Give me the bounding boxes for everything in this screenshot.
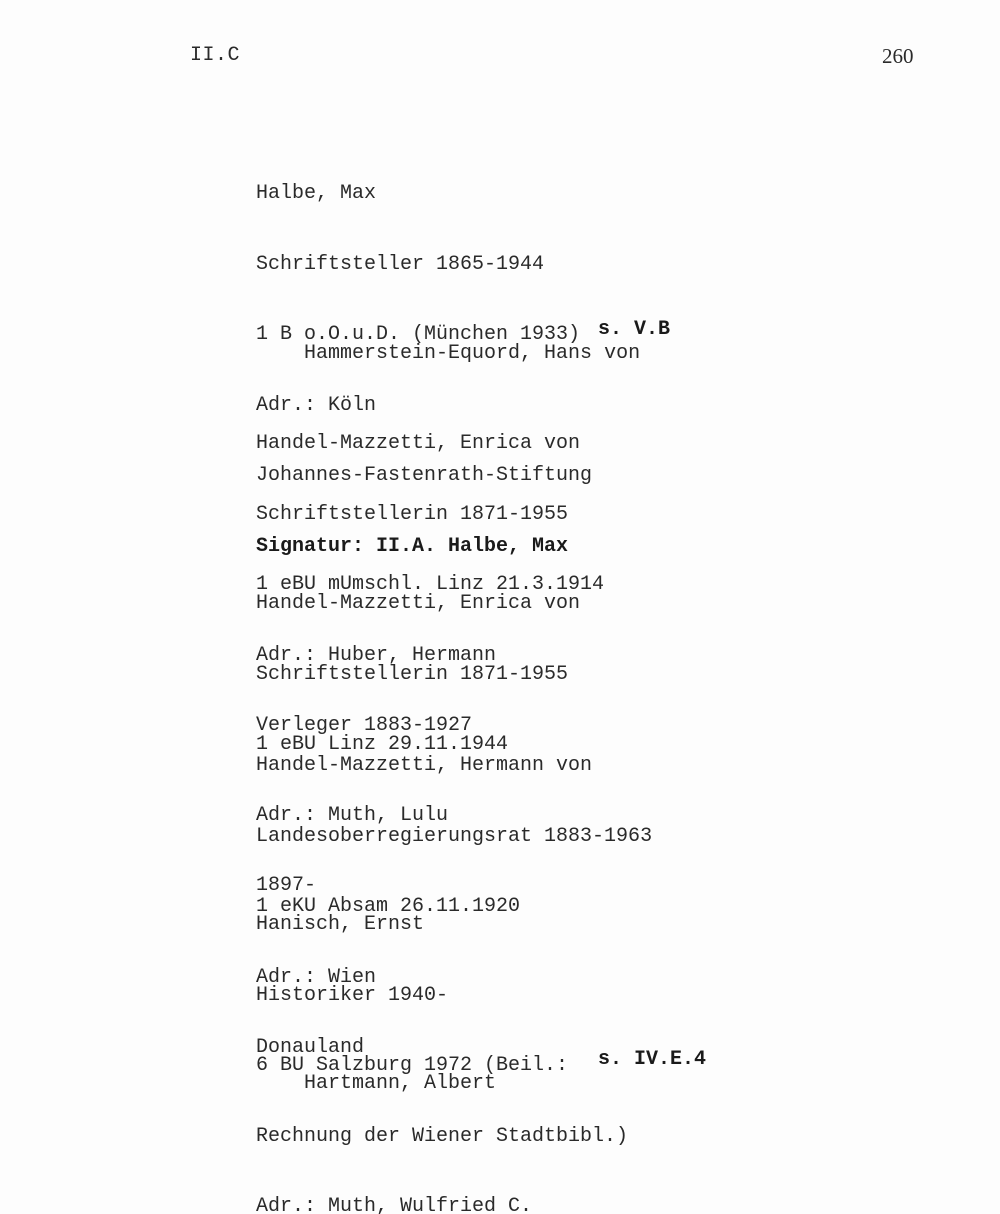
cross-reference: s. IV.E.4 <box>598 1048 707 1071</box>
entry-profession: Historiker 1940- <box>256 983 449 1007</box>
entry-item: 1 eBU Linz 29.11.1944 <box>256 733 509 756</box>
entry-name: Handel-Mazzetti, Enrica von <box>256 592 581 615</box>
entry-profession: Schriftstellerin 1871-1955 <box>256 502 569 526</box>
entry-name: Handel-Mazzetti, Enrica von <box>256 432 581 455</box>
page-number: 260 <box>882 44 914 68</box>
section-label: II.C <box>190 44 241 67</box>
entry-address-detail: 1897- <box>256 874 317 897</box>
entry-address: Adr.: Köln <box>256 393 377 417</box>
catalog-entry-hanisch <box>256 866 628 1214</box>
entry-address-detail: Donauland <box>256 1036 365 1059</box>
catalog-entry-hartmann <box>256 1048 496 1119</box>
entry-profession: Schriftsteller 1865-1944 <box>256 252 545 276</box>
entry-name: Hartmann, Albert <box>304 1071 497 1095</box>
entry-address: Adr.: Muth, Lulu <box>256 803 449 827</box>
entry-name: Halbe, Max <box>256 182 377 205</box>
entry-profession: Schriftstellerin 1871-1955 <box>256 662 569 686</box>
entry-address-detail: Verleger 1883-1927 <box>256 714 473 737</box>
cross-reference: s. V.B <box>598 318 671 341</box>
entry-address-detail: Johannes-Fastenrath-Stiftung <box>256 464 593 487</box>
entry-item: 1 eBU mUmschl. Linz 21.3.1914 <box>256 573 605 596</box>
catalog-entry-hammerstein <box>256 318 640 389</box>
entry-profession: Landesoberregierungsrat 1883-1963 <box>256 824 653 848</box>
entry-item: 1 eKU Absam 26.11.1920 <box>256 895 521 918</box>
entry-address: Adr.: Muth, Wulfried C. <box>256 1195 533 1214</box>
entry-name: Hanisch, Ernst <box>256 913 425 936</box>
entry-signature: Signatur: II.A. Halbe, Max <box>256 534 569 558</box>
entry-name: Handel-Mazzetti, Hermann von <box>256 754 593 777</box>
entry-item-note: Rechnung der Wiener Stadtbibl.) <box>256 1124 629 1148</box>
entry-address: Adr.: Huber, Hermann <box>256 643 497 667</box>
entry-item: 6 BU Salzburg 1972 (Beil.: <box>256 1054 569 1077</box>
entry-address: Adr.: Wien <box>256 965 377 989</box>
entry-name: Hammerstein-Equord, Hans von <box>304 341 641 365</box>
entry-item: 1 B o.O.u.D. (München 1933) <box>256 323 581 346</box>
